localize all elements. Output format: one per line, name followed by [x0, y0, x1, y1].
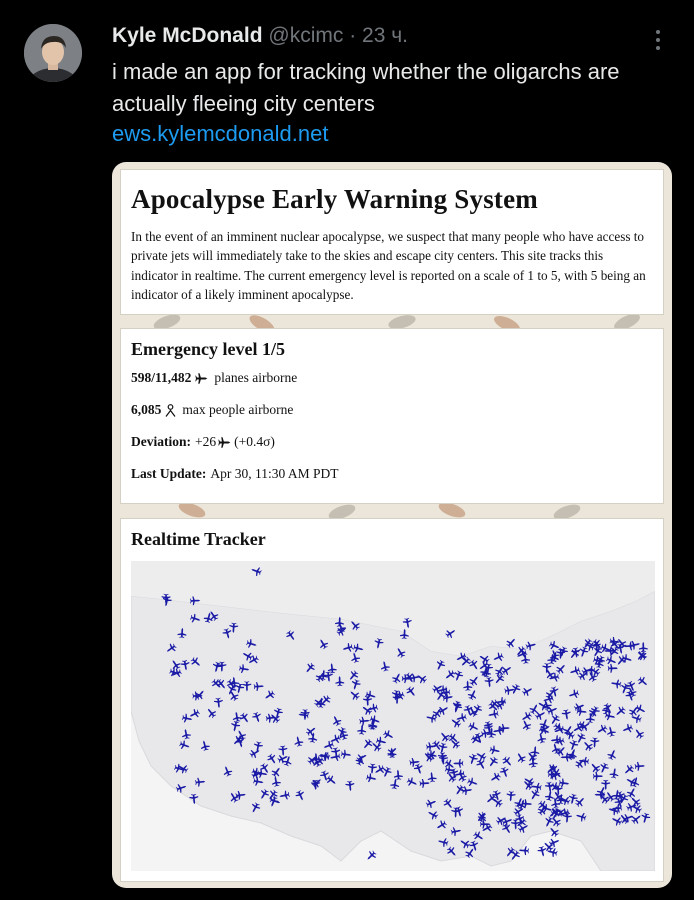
update-value: Apr 30, 11:30 AM PDT	[210, 466, 339, 481]
emergency-level-title: Emergency level 1/5	[131, 339, 285, 359]
tweet-link[interactable]: ews.kylemcdonald.net	[112, 121, 329, 146]
header-separator: ·	[349, 24, 357, 47]
tracker-map[interactable]	[131, 561, 655, 871]
avatar[interactable]	[24, 24, 82, 82]
media-screenshot[interactable]	[112, 162, 672, 888]
plane-icon	[218, 436, 231, 449]
update-label: Last Update:	[131, 466, 207, 481]
deviation-label: Deviation:	[131, 434, 191, 449]
plane-icon	[195, 372, 208, 385]
avatar-portrait-icon	[24, 24, 82, 82]
site-title: Apocalypse Early Warning System	[131, 184, 538, 214]
last-update-stat	[131, 466, 653, 482]
author-name[interactable]: Kyle McDonald	[112, 24, 263, 47]
more-dots-icon[interactable]	[656, 30, 662, 50]
tracker-panel	[120, 518, 664, 882]
people-label: max people airborne	[182, 402, 294, 417]
tracker-title: Realtime Tracker	[131, 529, 266, 549]
site-intro: In the event of an imminent nuclear apocalypse, we suspect that many people who have access to private jets will immediately take to the skies and escape city centers. This site tracks this indicator in realtime. The current emergency level is reported on a scale of 1 to 5, with 5 being an indicator of a likely imminent apocalypse.	[131, 229, 646, 302]
intro-panel	[120, 169, 664, 315]
person-icon	[165, 404, 176, 417]
emergency-panel	[120, 328, 664, 504]
planes-airborne-stat	[131, 370, 653, 386]
deviation-sigma: (+0.4σ)	[234, 434, 275, 449]
people-airborne-stat	[131, 402, 653, 418]
author-handle[interactable]: @kcimc	[268, 24, 344, 47]
planes-label: planes airborne	[214, 370, 298, 385]
deviation-stat	[131, 434, 653, 450]
people-value: 6,085	[131, 402, 162, 417]
deviation-value: +26	[195, 434, 217, 449]
tweet-header	[112, 22, 674, 52]
tweet-text: i made an app for tracking whether the oligarchs are actually fleeing city centers	[112, 59, 620, 116]
tweet-timestamp[interactable]: 23 ч.	[362, 24, 409, 47]
planes-value: 598/11,482	[131, 370, 192, 385]
